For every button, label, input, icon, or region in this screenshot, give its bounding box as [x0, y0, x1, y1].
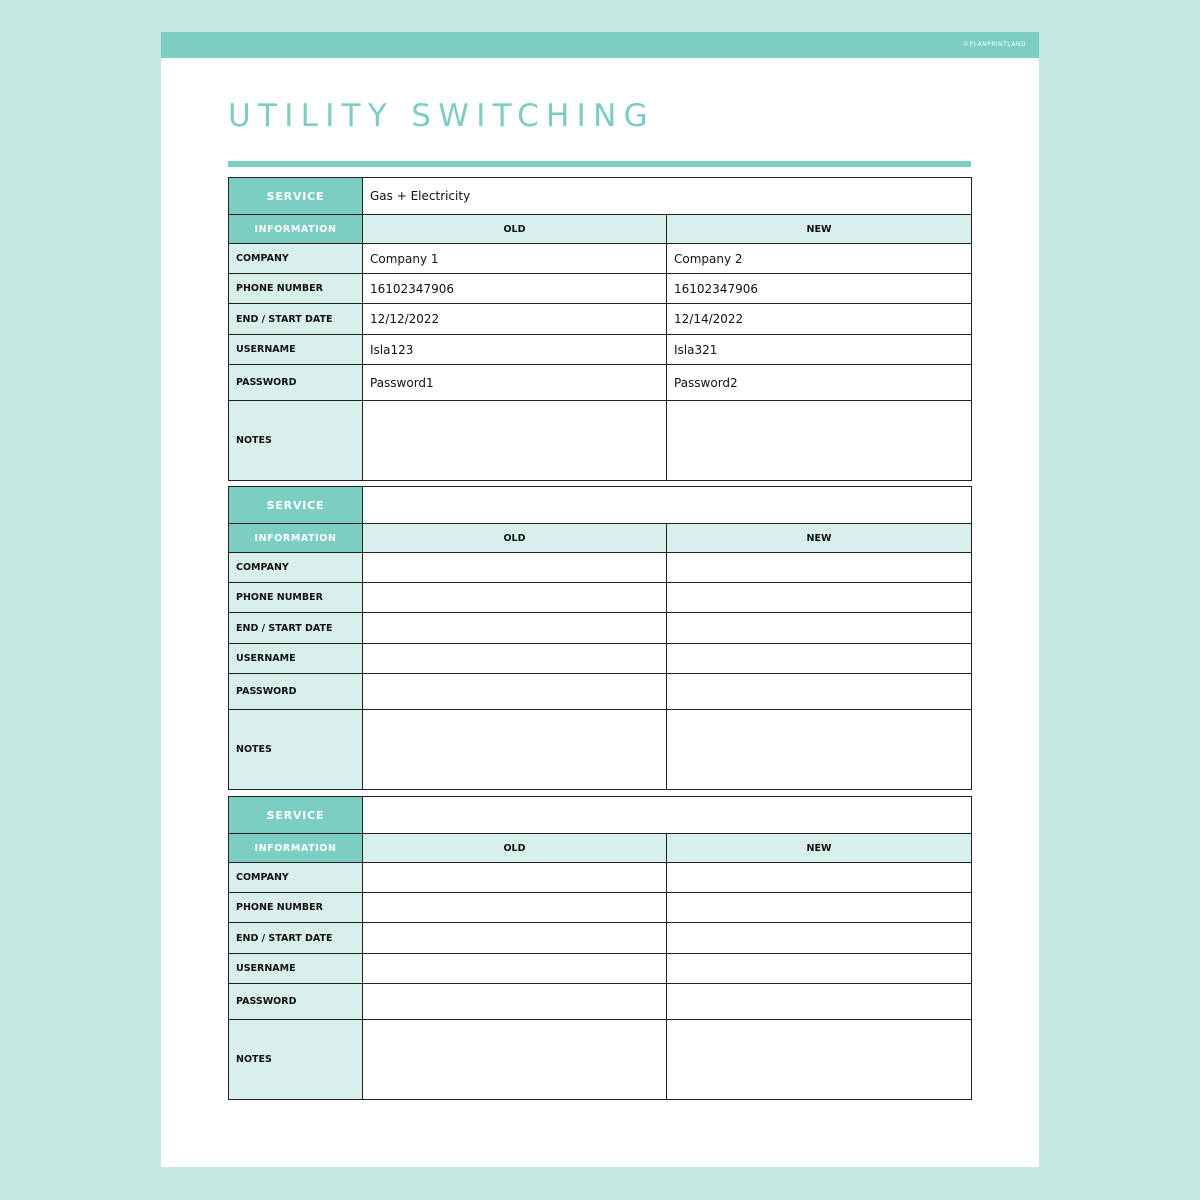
notes-old-field[interactable]: [363, 401, 667, 481]
company-new-field[interactable]: [667, 863, 972, 893]
phone-number-old-field[interactable]: 16102347906: [363, 274, 667, 304]
password-old-field[interactable]: [363, 674, 667, 710]
password-old-field[interactable]: Password1: [363, 365, 667, 401]
phone-number-old-field[interactable]: [363, 583, 667, 613]
information-label: INFORMATION: [229, 834, 363, 863]
credit-text: ©PLANPRINTLAND: [962, 41, 1026, 48]
end-start-date-old-field[interactable]: 12/12/2022: [363, 304, 667, 335]
service-block-2: [228, 486, 972, 790]
service-field[interactable]: [363, 797, 972, 834]
phone-number-old-field[interactable]: [363, 893, 667, 923]
company-old-field[interactable]: [363, 863, 667, 893]
phone-number-new-field[interactable]: [667, 583, 972, 613]
company-new-field[interactable]: Company 2: [667, 244, 972, 274]
phone-number-new-field[interactable]: 16102347906: [667, 274, 972, 304]
username-old-field[interactable]: Isla123: [363, 335, 667, 365]
company-old-field[interactable]: [363, 553, 667, 583]
end-start-date-label: END / START DATE: [229, 613, 363, 644]
old-column-header: OLD: [363, 524, 667, 553]
password-label: PASSWORD: [229, 674, 363, 710]
end-start-date-old-field[interactable]: [363, 613, 667, 644]
username-label: USERNAME: [229, 644, 363, 674]
planner-page: [161, 32, 1039, 1167]
username-new-field[interactable]: [667, 644, 972, 674]
top-bar: [161, 32, 1039, 58]
new-column-header: NEW: [667, 524, 972, 553]
notes-label: NOTES: [229, 1020, 363, 1100]
notes-label: NOTES: [229, 401, 363, 481]
username-old-field[interactable]: [363, 954, 667, 984]
end-start-date-new-field[interactable]: [667, 923, 972, 954]
notes-new-field[interactable]: [667, 401, 972, 481]
service-block-3: [228, 796, 972, 1100]
end-start-date-old-field[interactable]: [363, 923, 667, 954]
information-label: INFORMATION: [229, 524, 363, 553]
password-label: PASSWORD: [229, 365, 363, 401]
password-new-field[interactable]: [667, 984, 972, 1020]
page-title: UTILITY SWITCHING: [228, 98, 655, 134]
notes-new-field[interactable]: [667, 1020, 972, 1100]
phone-number-label: PHONE NUMBER: [229, 583, 363, 613]
title-divider: [228, 161, 971, 167]
company-label: COMPANY: [229, 863, 363, 893]
end-start-date-new-field[interactable]: 12/14/2022: [667, 304, 972, 335]
username-label: USERNAME: [229, 954, 363, 984]
new-column-header: NEW: [667, 834, 972, 863]
password-new-field[interactable]: Password2: [667, 365, 972, 401]
username-new-field[interactable]: Isla321: [667, 335, 972, 365]
service-label: SERVICE: [229, 178, 363, 215]
password-new-field[interactable]: [667, 674, 972, 710]
notes-old-field[interactable]: [363, 1020, 667, 1100]
company-old-field[interactable]: Company 1: [363, 244, 667, 274]
notes-old-field[interactable]: [363, 710, 667, 790]
phone-number-new-field[interactable]: [667, 893, 972, 923]
end-start-date-new-field[interactable]: [667, 613, 972, 644]
notes-new-field[interactable]: [667, 710, 972, 790]
phone-number-label: PHONE NUMBER: [229, 274, 363, 304]
company-new-field[interactable]: [667, 553, 972, 583]
end-start-date-label: END / START DATE: [229, 923, 363, 954]
password-old-field[interactable]: [363, 984, 667, 1020]
password-label: PASSWORD: [229, 984, 363, 1020]
notes-label: NOTES: [229, 710, 363, 790]
old-column-header: OLD: [363, 834, 667, 863]
old-column-header: OLD: [363, 215, 667, 244]
username-new-field[interactable]: [667, 954, 972, 984]
username-old-field[interactable]: [363, 644, 667, 674]
new-column-header: NEW: [667, 215, 972, 244]
company-label: COMPANY: [229, 553, 363, 583]
service-label: SERVICE: [229, 797, 363, 834]
end-start-date-label: END / START DATE: [229, 304, 363, 335]
service-field[interactable]: Gas + Electricity: [363, 178, 972, 215]
username-label: USERNAME: [229, 335, 363, 365]
phone-number-label: PHONE NUMBER: [229, 893, 363, 923]
information-label: INFORMATION: [229, 215, 363, 244]
service-block-1: [228, 177, 972, 481]
company-label: COMPANY: [229, 244, 363, 274]
service-label: SERVICE: [229, 487, 363, 524]
service-field[interactable]: [363, 487, 972, 524]
